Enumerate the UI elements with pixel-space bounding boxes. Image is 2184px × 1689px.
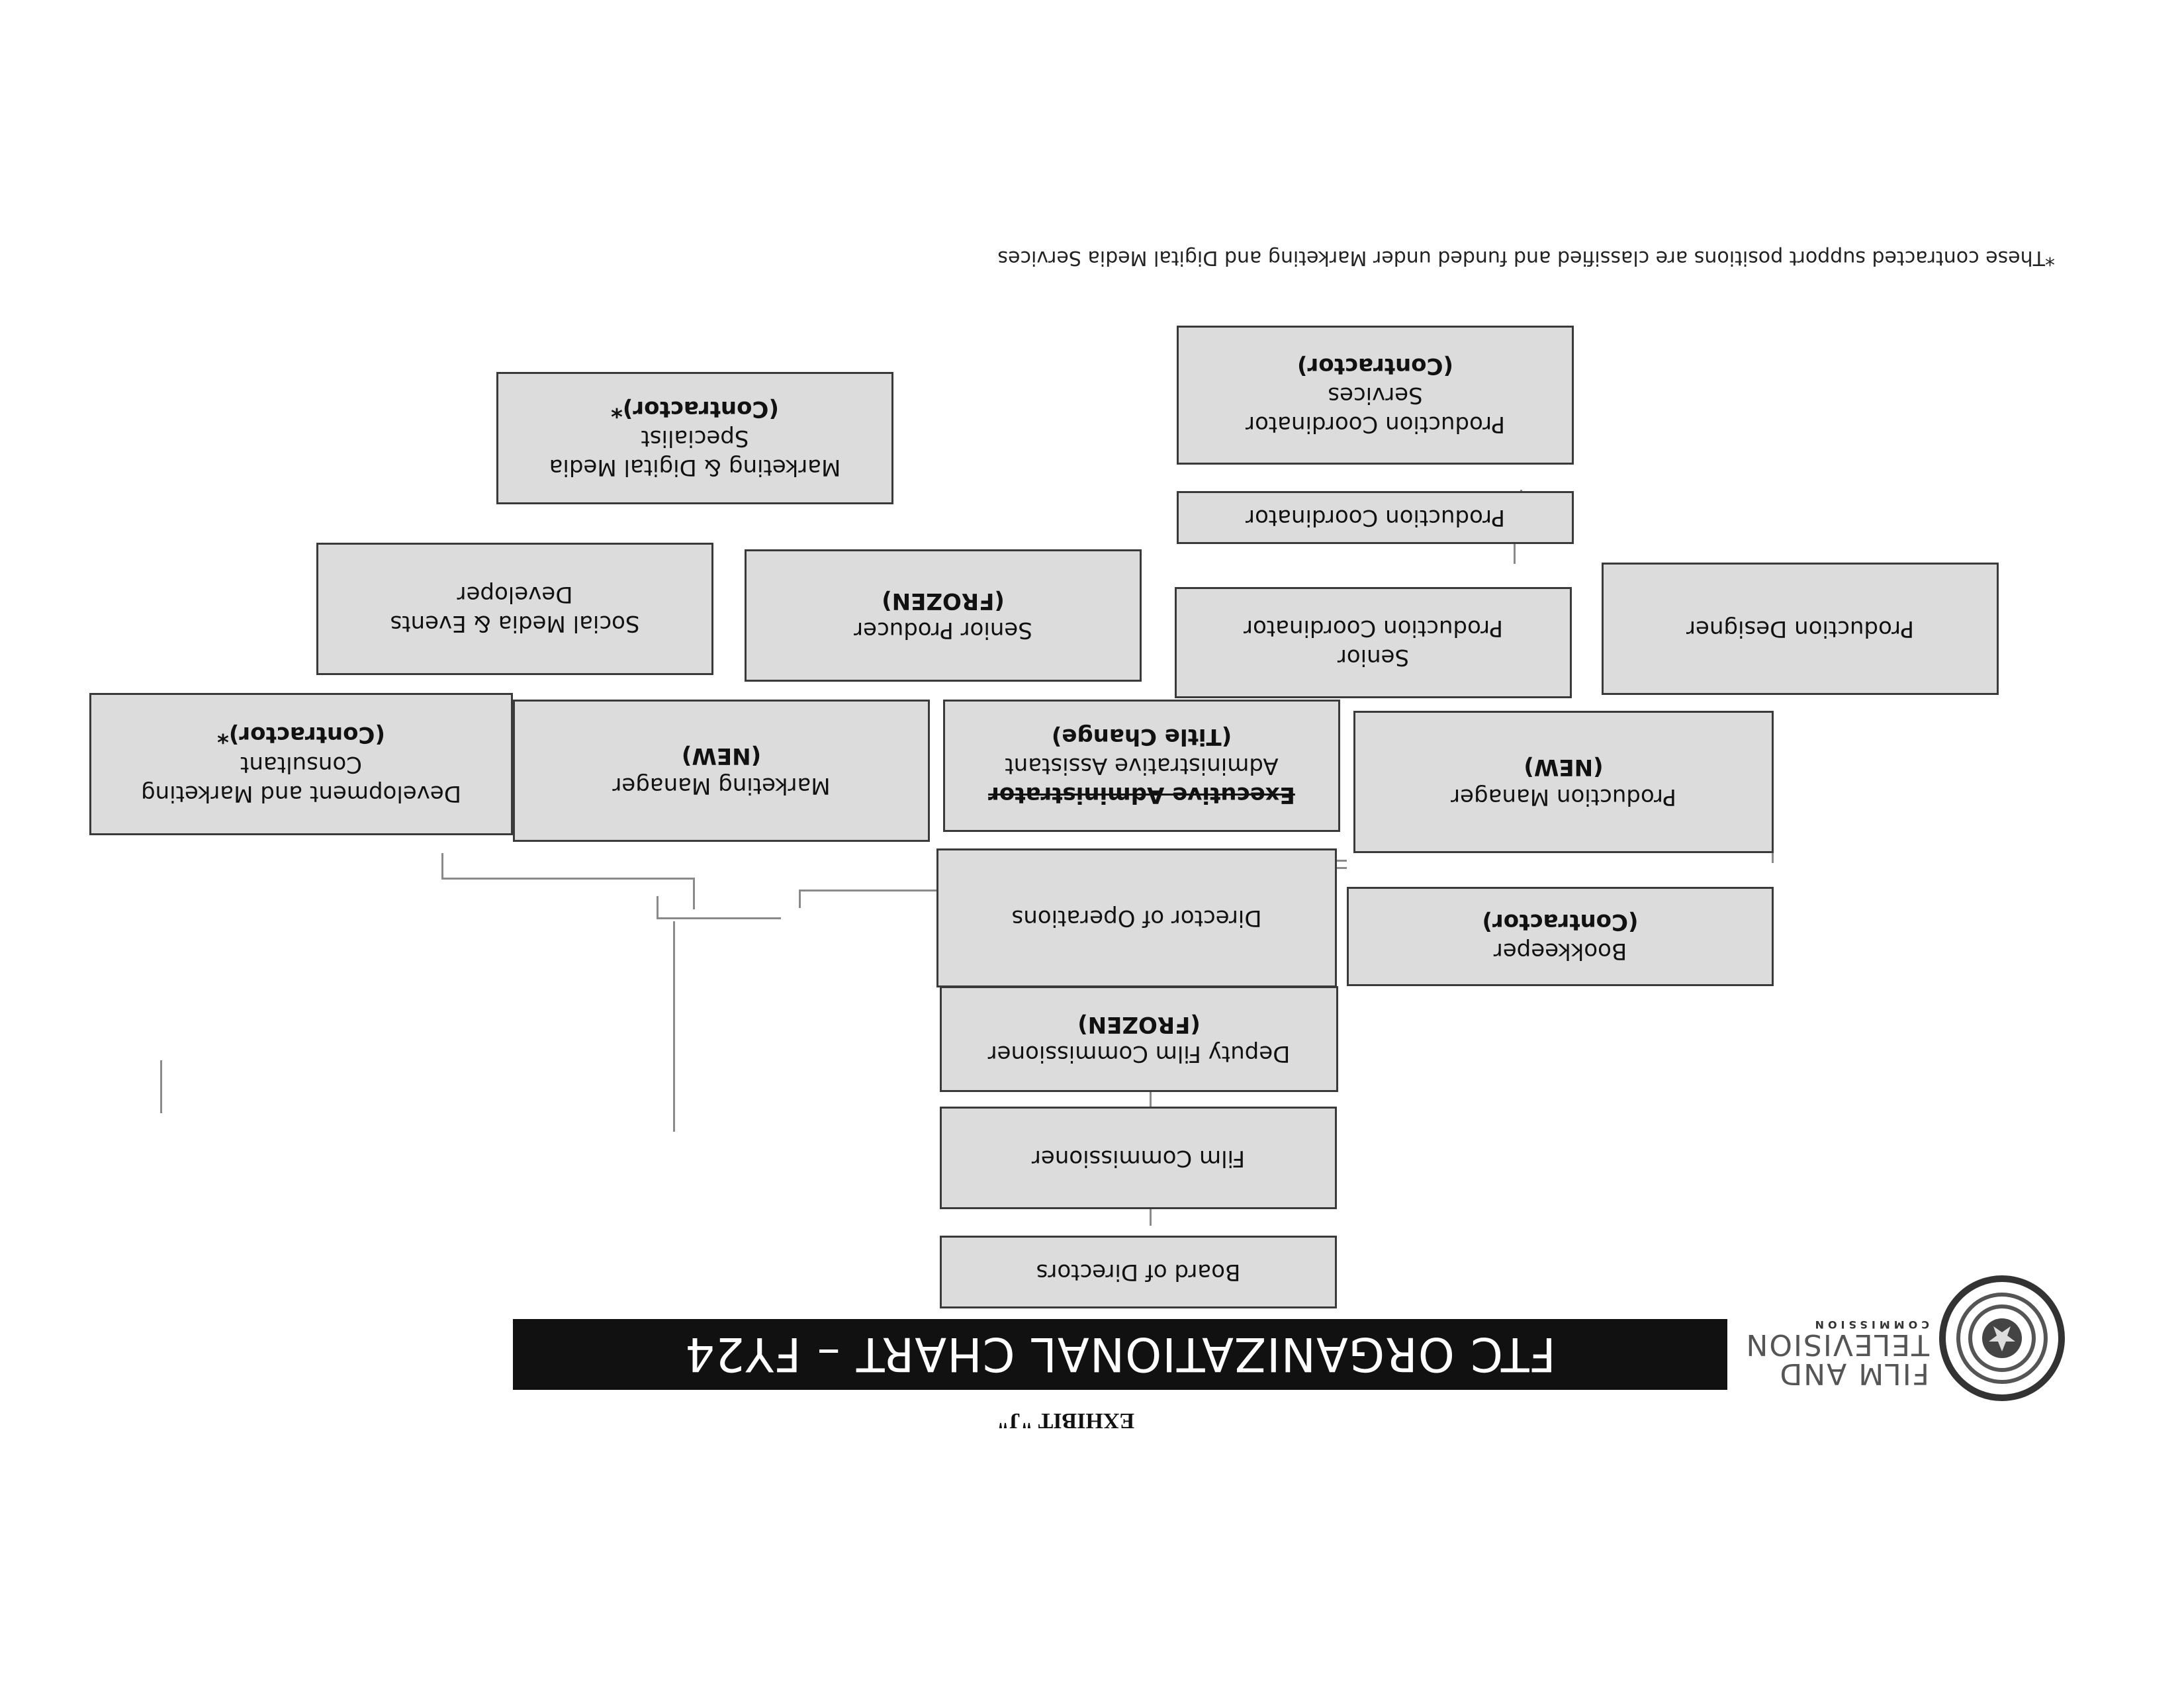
box-text: Specialist <box>641 425 749 452</box>
exhibit-label: EXHIBIT "J" <box>996 1408 1135 1433</box>
connector-line <box>160 1060 162 1113</box>
connector-line <box>443 878 695 880</box>
org-box-production-coordinator <box>1177 491 1574 544</box>
org-box-production-coordinator-services <box>1177 326 1574 465</box>
box-status: (FROZEN) <box>1077 1011 1201 1038</box>
connector-line <box>693 880 695 909</box>
connector-line <box>1150 1209 1152 1226</box>
chart-title: FTC ORGANIZATIONAL CHART – FY24 <box>513 1319 1727 1390</box>
org-box-marketing-digital-media-specialist <box>496 372 893 504</box>
box-text: Consultant <box>240 751 362 778</box>
box-text: Production Manager <box>1451 783 1676 810</box>
org-box-social-media-events-developer <box>316 543 713 675</box>
box-text: Production Coordinator <box>1244 615 1503 641</box>
box-text: Production Coordinator <box>1246 411 1505 438</box>
box-text: Production Designer <box>1686 616 1914 643</box>
connector-line <box>657 896 659 919</box>
box-status: (NEW) <box>1524 754 1604 781</box>
box-status: (Contractor)* <box>217 721 385 749</box>
box-struck-title: Executive Administrator <box>988 782 1295 809</box>
connector-line <box>799 890 801 908</box>
box-text: Senior Producer <box>854 617 1032 644</box>
logo-emblem-icon <box>1936 1272 2068 1404</box>
org-box-senior-production-coordinator <box>1175 587 1572 698</box>
box-text: Film Commissioner <box>1031 1144 1246 1171</box>
ftc-logo <box>1698 1272 2068 1404</box>
box-status: (Contractor) <box>1482 909 1639 935</box>
box-text: Marketing Manager <box>612 772 831 799</box>
box-status: (FROZEN) <box>882 588 1005 614</box>
box-text: Deputy Film Commissioner <box>987 1040 1291 1068</box>
box-text: Senior <box>1337 644 1410 671</box>
contractor-footnote: *These contracted support positions are classified and funded under Marketing and Digital Media Services <box>997 246 2055 269</box>
logo-line-3: COMMISSION <box>1811 1318 1929 1331</box>
box-text: Bookkeeper <box>1493 938 1627 965</box>
box-text: Developer <box>457 581 573 608</box>
box-text: Marketing & Digital Media <box>549 454 841 481</box>
box-text: Administrative Assistant <box>1005 753 1279 780</box>
logo-line-2: TELEVISION <box>1745 1328 1929 1361</box>
org-box-executive-administrative-assistant <box>943 700 1340 832</box>
org-box-production-designer <box>1602 563 1999 695</box>
connector-line <box>659 917 781 919</box>
org-box-production-manager <box>1353 711 1774 853</box>
org-box-deputy-film-commissioner <box>940 986 1338 1092</box>
box-text: Social Media & Events <box>390 610 640 637</box>
logo-wordmark <box>1704 1318 1929 1391</box>
connector-line <box>673 921 675 1132</box>
org-box-director-of-operations <box>936 848 1337 987</box>
org-box-board-of-directors <box>940 1236 1337 1308</box>
logo-line-1: FILM AND <box>1778 1357 1929 1391</box>
org-box-senior-producer <box>745 549 1142 682</box>
box-text: Production Coordinator <box>1246 504 1505 531</box>
org-box-bookkeeper <box>1347 887 1774 986</box>
org-box-marketing-manager <box>513 700 930 842</box>
connector-line <box>441 853 443 880</box>
box-text: Development and Marketing <box>141 780 461 807</box>
org-box-film-commissioner <box>940 1107 1337 1209</box>
org-box-development-and-marketing-consultant <box>89 693 513 835</box>
box-status: (Title Change) <box>1051 723 1232 750</box>
box-status: (NEW) <box>681 743 762 770</box>
box-status: (Contractor)* <box>611 395 779 422</box>
box-text: Director of Operations <box>1011 905 1262 932</box>
box-text: Board of Directors <box>1036 1259 1241 1286</box>
connector-line <box>1150 1092 1152 1107</box>
box-text: Services <box>1328 382 1423 409</box>
box-status: (Contractor) <box>1297 352 1454 379</box>
